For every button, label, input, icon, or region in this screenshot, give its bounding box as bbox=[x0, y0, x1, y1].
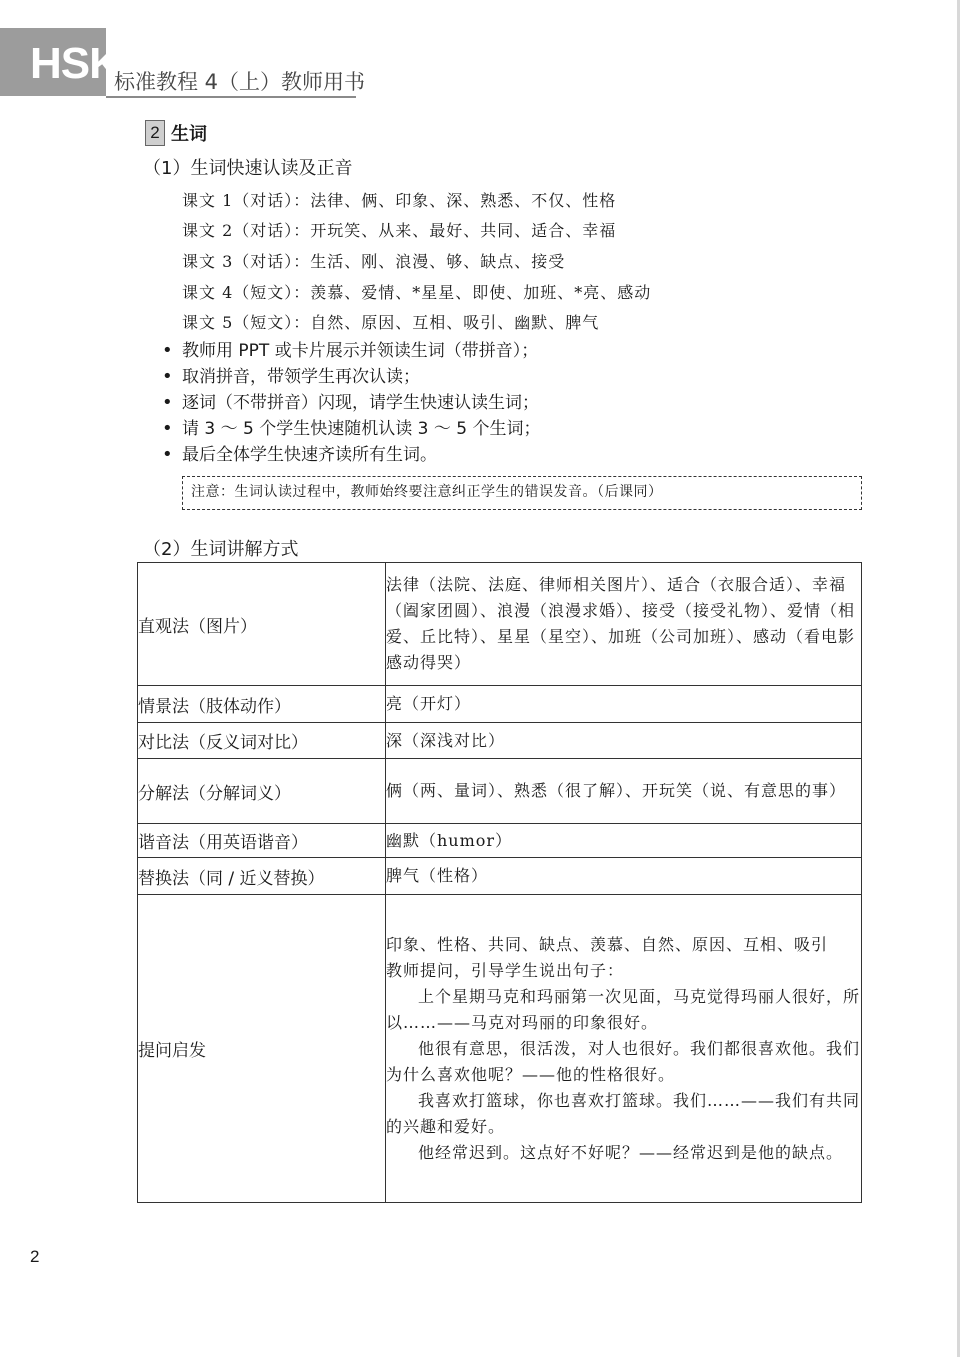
note-box: 注意：生词认读过程中，教师始终要注意纠正学生的错误发音。（后课同） bbox=[182, 476, 862, 510]
table-row bbox=[138, 858, 862, 895]
method-cell: 情景法（肢体动作） bbox=[138, 686, 386, 723]
table-row bbox=[138, 563, 862, 686]
book-title: 标准教程 4（上）教师用书 bbox=[114, 70, 366, 94]
detail-cell: 亮（开灯） bbox=[386, 686, 862, 723]
lesson-line: 课文 1（对话）：法律、俩、印象、深、熟悉、不仅、性格 bbox=[182, 191, 617, 210]
method-cell: 谐音法（用英语谐音） bbox=[138, 824, 386, 858]
list-item: • 请 3 ～ 5 个学生快速随机认读 3 ～ 5 个生词； bbox=[162, 416, 541, 442]
part2-heading: （2）生词讲解方式 bbox=[143, 539, 299, 560]
section-title: 生词 bbox=[171, 124, 207, 145]
table-row bbox=[138, 723, 862, 759]
lesson-line: 课文 3（对话）：生活、刚、浪漫、够、缺点、接受 bbox=[182, 252, 566, 271]
list-item: • 逐词（不带拼音）闪现，请学生快速认读生词； bbox=[162, 390, 541, 416]
list-item: • 教师用 PPT 或卡片展示并领读生词（带拼音）； bbox=[162, 338, 541, 364]
lesson-line: 课文 2（对话）：开玩笑、从来、最好、共同、适合、幸福 bbox=[182, 221, 617, 240]
detail-cell bbox=[386, 895, 862, 1203]
method-cell: 直观法（图片） bbox=[138, 563, 386, 686]
section-heading bbox=[145, 120, 207, 146]
example-sentence: 他很有意思，很活泼，对人也很好。我们都很喜欢他。我们为什么喜欢他呢？——他的性格很好。 bbox=[386, 1038, 861, 1084]
method-cell: 分解法（分解词义） bbox=[138, 759, 386, 824]
header-rule bbox=[106, 96, 356, 98]
detail-cell: 幽默（humor） bbox=[386, 824, 862, 858]
example-sentence: 上个星期马克和玛丽第一次见面，马克觉得玛丽人很好，所以……——马克对玛丽的印象很好。 bbox=[386, 986, 861, 1032]
prompt-text: 教师提问，引导学生说出句子： bbox=[386, 960, 625, 980]
list-item: • 最后全体学生快速齐读所有生词。 bbox=[162, 442, 541, 468]
example-sentence: 我喜欢打篮球，你也喜欢打篮球。我们……——我们有共同的兴趣和爱好。 bbox=[386, 1090, 861, 1136]
page-number: 2 bbox=[30, 1247, 40, 1266]
list-item: • 取消拼音，带领学生再次认读； bbox=[162, 364, 541, 390]
target-words: 印象、性格、共同、缺点、羡慕、自然、原因、互相、吸引 bbox=[386, 934, 829, 954]
table-row bbox=[138, 895, 862, 1203]
vocab-method-table bbox=[137, 562, 862, 1203]
detail-cell: 俩（两、量词）、熟悉（很了解）、开玩笑（说、有意思的事） bbox=[386, 759, 862, 824]
example-sentence: 他经常迟到。这点好不好呢？——经常迟到是他的缺点。 bbox=[418, 1142, 844, 1162]
table-row bbox=[138, 824, 862, 858]
detail-cell: 深（深浅对比） bbox=[386, 723, 862, 759]
method-cell: 替换法（同 / 近义替换） bbox=[138, 858, 386, 895]
section-number: 2 bbox=[145, 120, 165, 146]
method-cell: 提问启发 bbox=[138, 895, 386, 1203]
lesson-line: 课文 4（短文）：羡慕、爱情、*星星、即使、加班、*亮、感动 bbox=[182, 283, 652, 302]
method-cell: 对比法（反义词对比） bbox=[138, 723, 386, 759]
detail-cell: 法律（法院、法庭、律师相关图片）、适合（衣服合适）、幸福（阖家团圆）、浪漫（浪漫求婚）、接受（接受礼物）、爱情（相爱、丘比特）、星星（星空）、加班（公司加班）、感动（看电影感动得哭） bbox=[386, 563, 862, 686]
instruction-list bbox=[162, 338, 541, 468]
part1-heading: （1）生词快速认读及正音 bbox=[143, 158, 353, 179]
table-row bbox=[138, 759, 862, 824]
lesson-line: 课文 5（短文）：自然、原因、互相、吸引、幽默、脾气 bbox=[182, 313, 600, 332]
table-row bbox=[138, 686, 862, 723]
hsk-logo: HSK bbox=[30, 39, 120, 88]
detail-cell: 脾气（性格） bbox=[386, 858, 862, 895]
